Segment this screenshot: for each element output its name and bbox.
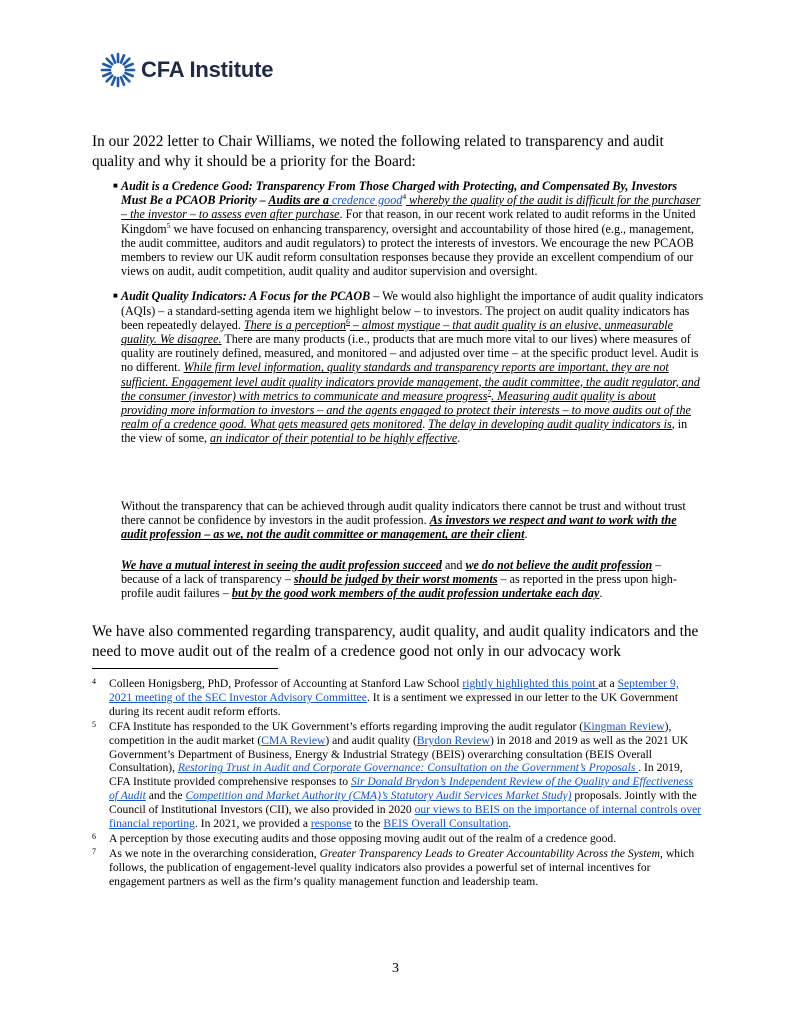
footnotes <box>92 677 702 889</box>
cfa-starburst-icon <box>100 52 136 88</box>
logo-text: CFA Institute <box>141 57 274 82</box>
trust-paragraph: Without the transparency that can be achieved through audit quality indicators there cannot be trust and without trust there cannot be confidence by investors in the audit profession. As investors we respect and want to work with the audit profession – as we, not the audit committee or management, are their client. <box>121 499 686 542</box>
bullet-square-icon: ■ <box>113 291 118 301</box>
footnote-7: 7 As we note in the overarching consideration, Greater Transparency Leads to Greater Accountability Across the System, which follows, the publication of engagement-level quality indicators also provides a powerful set of internal incentives for engagement partners as well as the firm’s quality management function and leadership team. <box>92 846 695 888</box>
closing-paragraph: We have also commented regarding transparency, audit quality, and audit quality indicators and the need to move audit out of the realm of a credence good not only in our advocacy work <box>92 623 699 660</box>
footnote-link[interactable]: September 9, 2021 meeting of the SEC Investor Advisory Committee <box>109 677 679 704</box>
intro-paragraph: In our 2022 letter to Chair Williams, we noted the following related to transparency and audit quality and why it should be a priority for the Board: <box>92 133 664 170</box>
footnote-link[interactable]: CMA Review <box>261 733 326 747</box>
bullet-list <box>92 179 704 446</box>
footnote-ref: 6 <box>346 316 350 326</box>
bullet-heading: Audit is a Credence Good: Transparency From Those Charged with Protecting, and Compensated By, Investors Must Be a PCAOB Priority <box>121 179 678 208</box>
footnote-ref: 5 <box>166 220 171 230</box>
footnote-number: 6 <box>92 831 96 841</box>
footnote-4: 4 Colleen Honigsberg, PhD, Professor of Accounting at Stanford Law School rightly highlighted this point at a September 9, 2021 meeting of the SEC Investor Advisory Committee. It is a sentiment we expressed in our letter to the UK Government during its recent audit reform efforts. <box>92 677 679 718</box>
footnote-5: 5 CFA Institute has responded to the UK Government’s efforts regarding improving the audit regulator (Kingman Review), competition in the audit market (CMA Review) and audit quality (Brydon Review) in 2018 and 2019 as well as the 2021 UK Government’s Department of Business, Energy & Industrial Strategy (BEIS) overarching consultation (BEIS Overall Consultation), Restoring Trust in Audit and Corporate Governance: Consultation on the Government’s Proposals . In 2019, CFA Institute provided comprehensive responses to Sir Donald Brydon’s Independent Review of the Quality and Effectiveness of Audit and the Competition and Market Authority (CMA)’s Statutory Audit Services Market Study) proposals. Jointly with the Council of Institutional Investors (CII), we also provided in 2020 our views to BEIS on the importance of internal controls over financial reporting. In 2021, we provided a response to the BEIS Overall Consultation. <box>92 719 702 831</box>
footnote-link[interactable]: BEIS Overall Consultation <box>383 817 509 831</box>
footnote-link[interactable]: our views to BEIS on the importance of internal controls over financial reporting <box>109 803 702 831</box>
footnote-link[interactable]: response <box>310 817 352 831</box>
bullet-heading: Audit Quality Indicators: A Focus for the PCAOB <box>121 289 371 304</box>
mutual-interest-paragraph: We have a mutual interest in seeing the audit profession succeed and we do not believe the audit profession – because of a lack of transparency – should be judged by their worst moments – as reported in the press upon high-profile audit failures – but by the good work members of the audit profession undertake each day. <box>121 558 677 601</box>
footnote-link[interactable]: Restoring Trust in Audit and Corporate Governance: Consultation on the Government’s Proposals <box>177 761 639 775</box>
bullet-square-icon: ■ <box>113 181 118 190</box>
bullet-credence-good: ■ Audit is a Credence Good: Transparency From Those Charged with Protecting, and Compensated By, Investors Must Be a PCAOB Priority – Audits are a credence good$^4$ whereby the quality of the audit is difficult for the purchaser – the investor – to assess even after purchase. For that reason, in our recent work related to audit reforms in the United Kingdom$^5$ we have focused on enhancing transparency, oversight and accountability of those hired (e.g., management, the audit committee, auditors and audit regulators) to protect the interests of investors. We encourage the new PCAOB members to review our UK audit reform consultation responses because they provide an excellent compendium of our views on audit, audit competition, audit quality and auditor supervision and oversight. <box>113 179 701 279</box>
footnote-ref: 7 <box>487 387 492 397</box>
footnote-link[interactable]: Competition and Market Authority (CMA)’s Statutory Audit Services Market Study) <box>185 789 572 803</box>
footnote-link[interactable]: rightly highlighted this point <box>462 677 599 690</box>
footnote-divider <box>92 668 278 669</box>
footnote-link[interactable]: Sir Donald Brydon’s Independent Review of the Quality and Effectiveness of Audit <box>109 775 693 803</box>
footnote-number: 5 <box>92 719 96 729</box>
credence-good-link[interactable]: credence good <box>331 193 403 208</box>
footnote-link[interactable]: Kingman Review <box>583 719 665 733</box>
bullet-audit-quality-indicators: ■ Audit Quality Indicators: A Focus for the PCAOB – We would also highlight the importance of audit quality indicators (AQIs) – a standard-setting agenda item we highlight below – to investors. The project on audit quality indicators has been repeatedly delayed. There is a perception$^6$ – almost mystique – that audit quality is an elusive, unmeasurable quality. We disagree. There are many products (i.e., products that are much more vital to our lives) where measures of quality are routinely defined, measured, and monitored – and adjusted over time – at the specific product level. Audit is no different. While firm level information, quality standards and transparency reports are important, they are not sufficient. Engagement level audit quality indicators provide management, the audit committee, the audit regulator, and the consumer (investor) with metrics to communicate and measure progress$^7$. Measuring audit quality is about providing more information to investors – and the agents engaged to protect their interests – to move audits out of the realm of a credence good. What gets measured gets monitored. The delay in developing audit quality indicators is, in the view of some, an indicator of their potential to be highly effective. <box>113 289 704 446</box>
page-number: 3 <box>392 961 399 976</box>
header-logo <box>100 52 273 88</box>
footnote-number: 4 <box>92 677 96 686</box>
footnote-number: 7 <box>92 846 96 856</box>
footnote-ref: 4 <box>402 192 407 202</box>
footnote-6: 6 A perception by those executing audits and those opposing moving audit out of the realm of a credence good. <box>92 831 617 845</box>
footnote-link[interactable]: Brydon Review <box>416 733 490 747</box>
